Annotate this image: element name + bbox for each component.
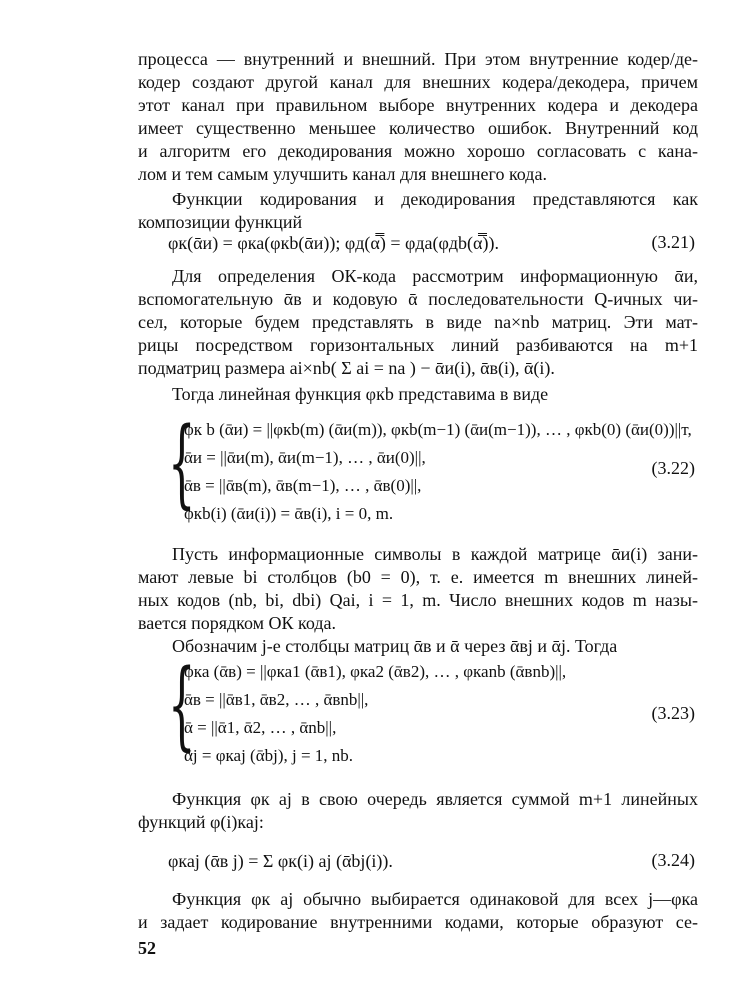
equation-number-3-23: (3.23) <box>651 703 695 723</box>
text-line: Функция φк аj обычно выбирается одинаковой для всех j—φка <box>172 889 698 909</box>
equation-row: ᾱ = ||ᾱ1, ᾱ2, … , ᾱnb||, <box>184 718 337 737</box>
equation-number-3-22: (3.22) <box>651 458 695 478</box>
text-line: сел, которые будем представлять в виде na×nb матриц. Эти мат- <box>138 312 698 332</box>
text-line: и алгоритм его декодирования можно хорошо согласовать с кана- <box>138 141 698 161</box>
text-line: Функции кодирования и декодирования представляются как <box>172 189 698 209</box>
text-line: функций φ(i)каj: <box>138 812 264 832</box>
text-line: Пусть информационные символы в каждой матрице ᾱи(i) зани- <box>172 544 698 564</box>
left-brace: { <box>168 407 196 519</box>
paragraph-5: Обозначим j-е столбцы матриц ᾱв и ᾱ через ᾱвj и ᾱj. Тогда <box>172 636 618 656</box>
text-line: вспомогательную ᾱв и кодовую ᾱ последовательности Q-ичных чи- <box>138 289 698 309</box>
equation-3-21: φк(ᾱи) = φка(φкb(ᾱи)); φд(α̿) = φда(φдb(α̿)). <box>168 233 499 253</box>
equation-number-3-24: (3.24) <box>651 850 695 870</box>
equation-row: φк b (ᾱи) = ||φкb(m) (ᾱи(m)), φкb(m−1) (ᾱи(m−1)), … , φкb(0) (ᾱи(0))||т, <box>184 420 692 439</box>
equation-row: φка (ᾱв) = ||φка1 (ᾱв1), φка2 (ᾱв2), … , φкаnb (ᾱвnb)||, <box>184 662 567 681</box>
equation-row: ᾱи = ||ᾱи(m), ᾱи(m−1), … , ᾱи(0)||, <box>184 448 426 467</box>
text-line: Для определения ОК-кода рассмотрим информационную ᾱи, <box>172 266 698 286</box>
text-line: композиции функций <box>138 212 303 232</box>
text-line: Тогда линейная функция φкb представима в виде <box>172 384 549 404</box>
equation-row: ᾱв = ||ᾱв(m), ᾱв(m−1), … , ᾱв(0)||, <box>184 476 422 495</box>
text-line: рицы посредством горизонтальных линий разбиваются на m+1 <box>138 335 698 355</box>
text-line: вается порядком ОК кода. <box>138 613 337 633</box>
text-line: подматриц размера ai×nb( Σ ai = na ) − ᾱи(i), ᾱв(i), ᾱ(i). <box>138 358 555 378</box>
equation-number-3-21: (3.21) <box>651 232 695 252</box>
text-line: ных кодов (nb, bi, dbi) Qai, i = 1, m. Число внешних кодов m назы- <box>138 590 698 610</box>
text-line: лом и тем самым улучшить канал для внешнего кода. <box>138 164 547 184</box>
equation-system-3-23 <box>184 658 644 770</box>
text-line: имеет существенно меньшее количество ошибок. Внутренний код <box>138 118 698 138</box>
text-line: процесса — внутренний и внешний. При этом внутренние кодер/де- <box>138 49 698 69</box>
text-line: и задает кодирование внутренними кодами, которые образуют се- <box>138 912 698 932</box>
equation-3-24: φкаj (ᾱв j) = Σ φк(i) аj (ᾱbj(i)). <box>168 851 393 871</box>
text-line: этот канал при правильном выборе внутренних кодера и декодера <box>138 95 698 115</box>
page-number: 52 <box>138 938 156 958</box>
text-line: мают левые bi столбцов (b0 = 0), т. е. имеется m внешних линей- <box>138 567 698 587</box>
equation-row: φкb(i) (ᾱи(i)) = ᾱв(i), i = 0, m. <box>184 504 394 523</box>
equation-row: ᾱв = ||ᾱв1, ᾱв2, … , ᾱвnb||, <box>184 690 369 709</box>
equation-row: ᾱj = φкаj (ᾱbj), j = 1, nb. <box>184 746 354 765</box>
left-brace: { <box>168 649 196 761</box>
text-line: Функция φк аj в свою очередь является суммой m+1 линейных <box>172 789 698 809</box>
text-line: кодер создают другой канал для внешних кодера/декодера, причем <box>138 72 698 92</box>
